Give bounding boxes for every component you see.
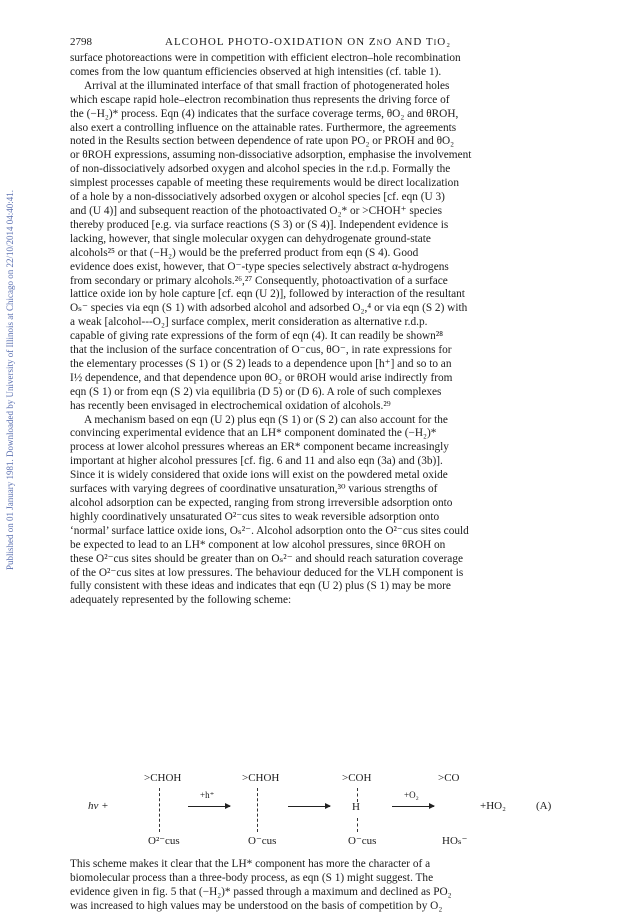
body-line: from secondary or primary alcohols.²⁶,²⁷ Consequently, photoactivation of a surface: [70, 274, 448, 287]
scheme-bottom-2: O⁻cus: [248, 835, 277, 847]
body-line: a weak [alcohol---O₂] surface complex, merit consideration as alternative r.d.p.: [70, 316, 428, 329]
running-title: ALCOHOL PHOTO-OXIDATION ON ZnO AND TiO₂: [165, 36, 452, 48]
watermark-text: Published on 01 January 1981. Downloaded by University of Illinois at Chicago on 22/10/2014 04:40:41.: [5, 190, 15, 570]
body-line: highly coordinatively unsaturated O²⁻cus sites to weak reversible adsorption onto: [70, 510, 440, 523]
scheme-middle-h: H: [352, 801, 360, 813]
after-scheme-text: [70, 858, 570, 914]
body-line: alcohol adsorption can be expected, ranging from strong irreversible adsorption onto: [70, 497, 453, 509]
body-line: alcohols²⁵ or that (−H₂) would be the preferred product from eqn (S 4). Good: [70, 246, 419, 259]
body-line: the elementary processes (S 1) or (S 2) leads to a dependence upon [h⁺] and so to an: [70, 357, 452, 370]
body-line: the (−H₂)* process. Eqn (4) indicates that the surface coverage terms, θO₂ and θROH,: [70, 107, 459, 120]
body-line: Since it is widely considered that oxide ions will exist on the powdered metal oxide: [70, 469, 448, 482]
body-line: which escape rapid hole–electron recombination thus represents the driving force of: [70, 93, 450, 106]
body-line: eqn (S 1) or from eqn (S 2) via equilibria (D 5) or (D 6). A role of such complexes: [70, 385, 442, 398]
body-line: evidence does exist, however, that O⁻-type species selectively abstract α-hydrogens: [70, 260, 449, 273]
arrow1-label: +h⁺: [200, 790, 215, 800]
body-line: process at lower alcohol pressures whereas an ER* component became increasingly: [70, 441, 449, 454]
reaction-scheme: [70, 770, 570, 852]
body-line: important at higher alcohol pressures [cf. fig. 6 and 11 and also eqn (3a) and (3b)].: [70, 455, 443, 468]
bond-line-3b: [357, 818, 358, 832]
body-line: be expected to lead to an LH* component at low alcohol pressures, since θROH on: [70, 538, 446, 551]
body-line: Oₛ⁻ species via eqn (S 1) with adsorbed alcohol and adsorbed O₂,⁴ or via eqn (S 2) with: [70, 302, 468, 315]
body-line: of non-dissociatively adsorbed oxygen and alcohol species in the r.d.p. Formally the: [70, 163, 451, 176]
body-line: or θROH expressions, assuming non-dissociative adsorption, emphasise the involvement: [70, 149, 472, 162]
body-line: simplest processes capable of meeting these requirements would be direct localization: [70, 177, 459, 190]
download-watermark: [2, 120, 18, 640]
body-line: also exert a controlling influence on the attainable rates. Furthermore, the agreements: [70, 121, 457, 134]
body-line: has recently been envisaged in electrochemical oxidation of alcohols.²⁹: [70, 399, 391, 412]
body-line: convincing experimental evidence that an LH* component dominated the (−H₂)*: [70, 427, 437, 440]
body-line: surface photoreactions were in competition with efficient electron–hole recombination: [70, 52, 461, 64]
scheme-product: +HO₂: [480, 800, 506, 812]
body-line: Arrival at the illuminated interface of that small fraction of photogenerated holes: [84, 79, 450, 92]
page-header: [70, 36, 570, 50]
arrow3-label: +O₂: [404, 790, 419, 800]
scheme-label: (A): [536, 800, 552, 812]
body-line: This scheme makes it clear that the LH* component has more the character of a: [70, 858, 431, 870]
body-line: thereby produced [e.g. via surface reactions (S 3) or (S 4)]. Independent evidence is: [70, 218, 449, 231]
body-line: of the O²⁻cus sites at low pressures. The behaviour deduced for the VLH component is: [70, 566, 464, 579]
body-line: I½ dependence, and that dependence upon θO₂ or θROH would arise indirectly from: [70, 371, 453, 384]
body-line: fully consistent with these ideas and indicates that eqn (U 2) plus (S 1) may be more: [70, 580, 451, 593]
body-line: comes from the low quantum efficiencies observed at high intensities (cf. table 1).: [70, 65, 442, 78]
body-line: lattice oxide ion by hole capture [cf. eqn (U 2)], followed by interaction of the resultant: [70, 288, 465, 301]
body-line: lacking, however, that single molecular oxygen can dehydrogenate ground-state: [70, 232, 431, 245]
body-line: biomolecular process than a three-body process, as eqn (S 1) might suggest. The: [70, 871, 434, 884]
article-body: [70, 52, 570, 608]
body-line: these O²⁻cus sites should be greater than on Oₛ²⁻ and should reach saturation coverage: [70, 552, 463, 565]
body-line: surfaces with varying degrees of coordinative unsaturation,³⁰ various strengths of: [70, 483, 438, 496]
arrow-2: [288, 806, 330, 807]
scheme-bottom-3: O⁻cus: [348, 835, 377, 847]
body-line: was increased to high values may be understood on the basis of competition by O₂: [70, 899, 443, 912]
scheme-hv: hν +: [88, 800, 109, 812]
arrow-3: [392, 806, 434, 807]
scheme-bottom-1: O²⁻cus: [148, 835, 180, 847]
body-line: of a hole by a non-dissociatively adsorbed oxygen or alcohol species [cf. eqn (U 3): [70, 191, 445, 204]
body-line: and (U 4)] and subsequent reaction of the photoactivated O₂* or >CHOH⁺ species: [70, 204, 443, 217]
body-line: ‘normal’ surface lattice oxide ions, Oₛ²⁻. Alcohol adsorption onto the O²⁻cus sites could: [70, 524, 469, 537]
bond-line-3a: [357, 788, 358, 802]
body-line: A mechanism based on eqn (U 2) plus eqn (S 1) or (S 2) can also account for the: [84, 413, 448, 426]
body-line: that the inclusion of the surface concentration of O⁻cus, θO⁻, in rate expressions for: [70, 344, 452, 357]
body-line: capable of giving rate expressions of the form of eqn (4). It can readily be shown²⁸: [70, 330, 444, 343]
scheme-top-1: >CHOH: [144, 772, 182, 784]
scheme-top-3: >COH: [342, 772, 372, 784]
arrow-1: [188, 806, 230, 807]
body-line: noted in the Results section between dependence of rate upon PO₂ or PROH and θO₂: [70, 135, 455, 148]
scheme-bottom-4: HOₛ⁻: [442, 835, 468, 847]
scheme-top-4: >CO: [438, 772, 460, 784]
body-line: evidence given in fig. 5 that (−H₂)* passed through a maximum and declined as PO₂: [70, 885, 452, 898]
body-line: adequately represented by the following scheme:: [70, 594, 292, 607]
bond-line-1: [159, 788, 160, 832]
scheme-top-2: >CHOH: [242, 772, 280, 784]
bond-line-2: [257, 788, 258, 832]
page-number: 2798: [70, 36, 92, 48]
